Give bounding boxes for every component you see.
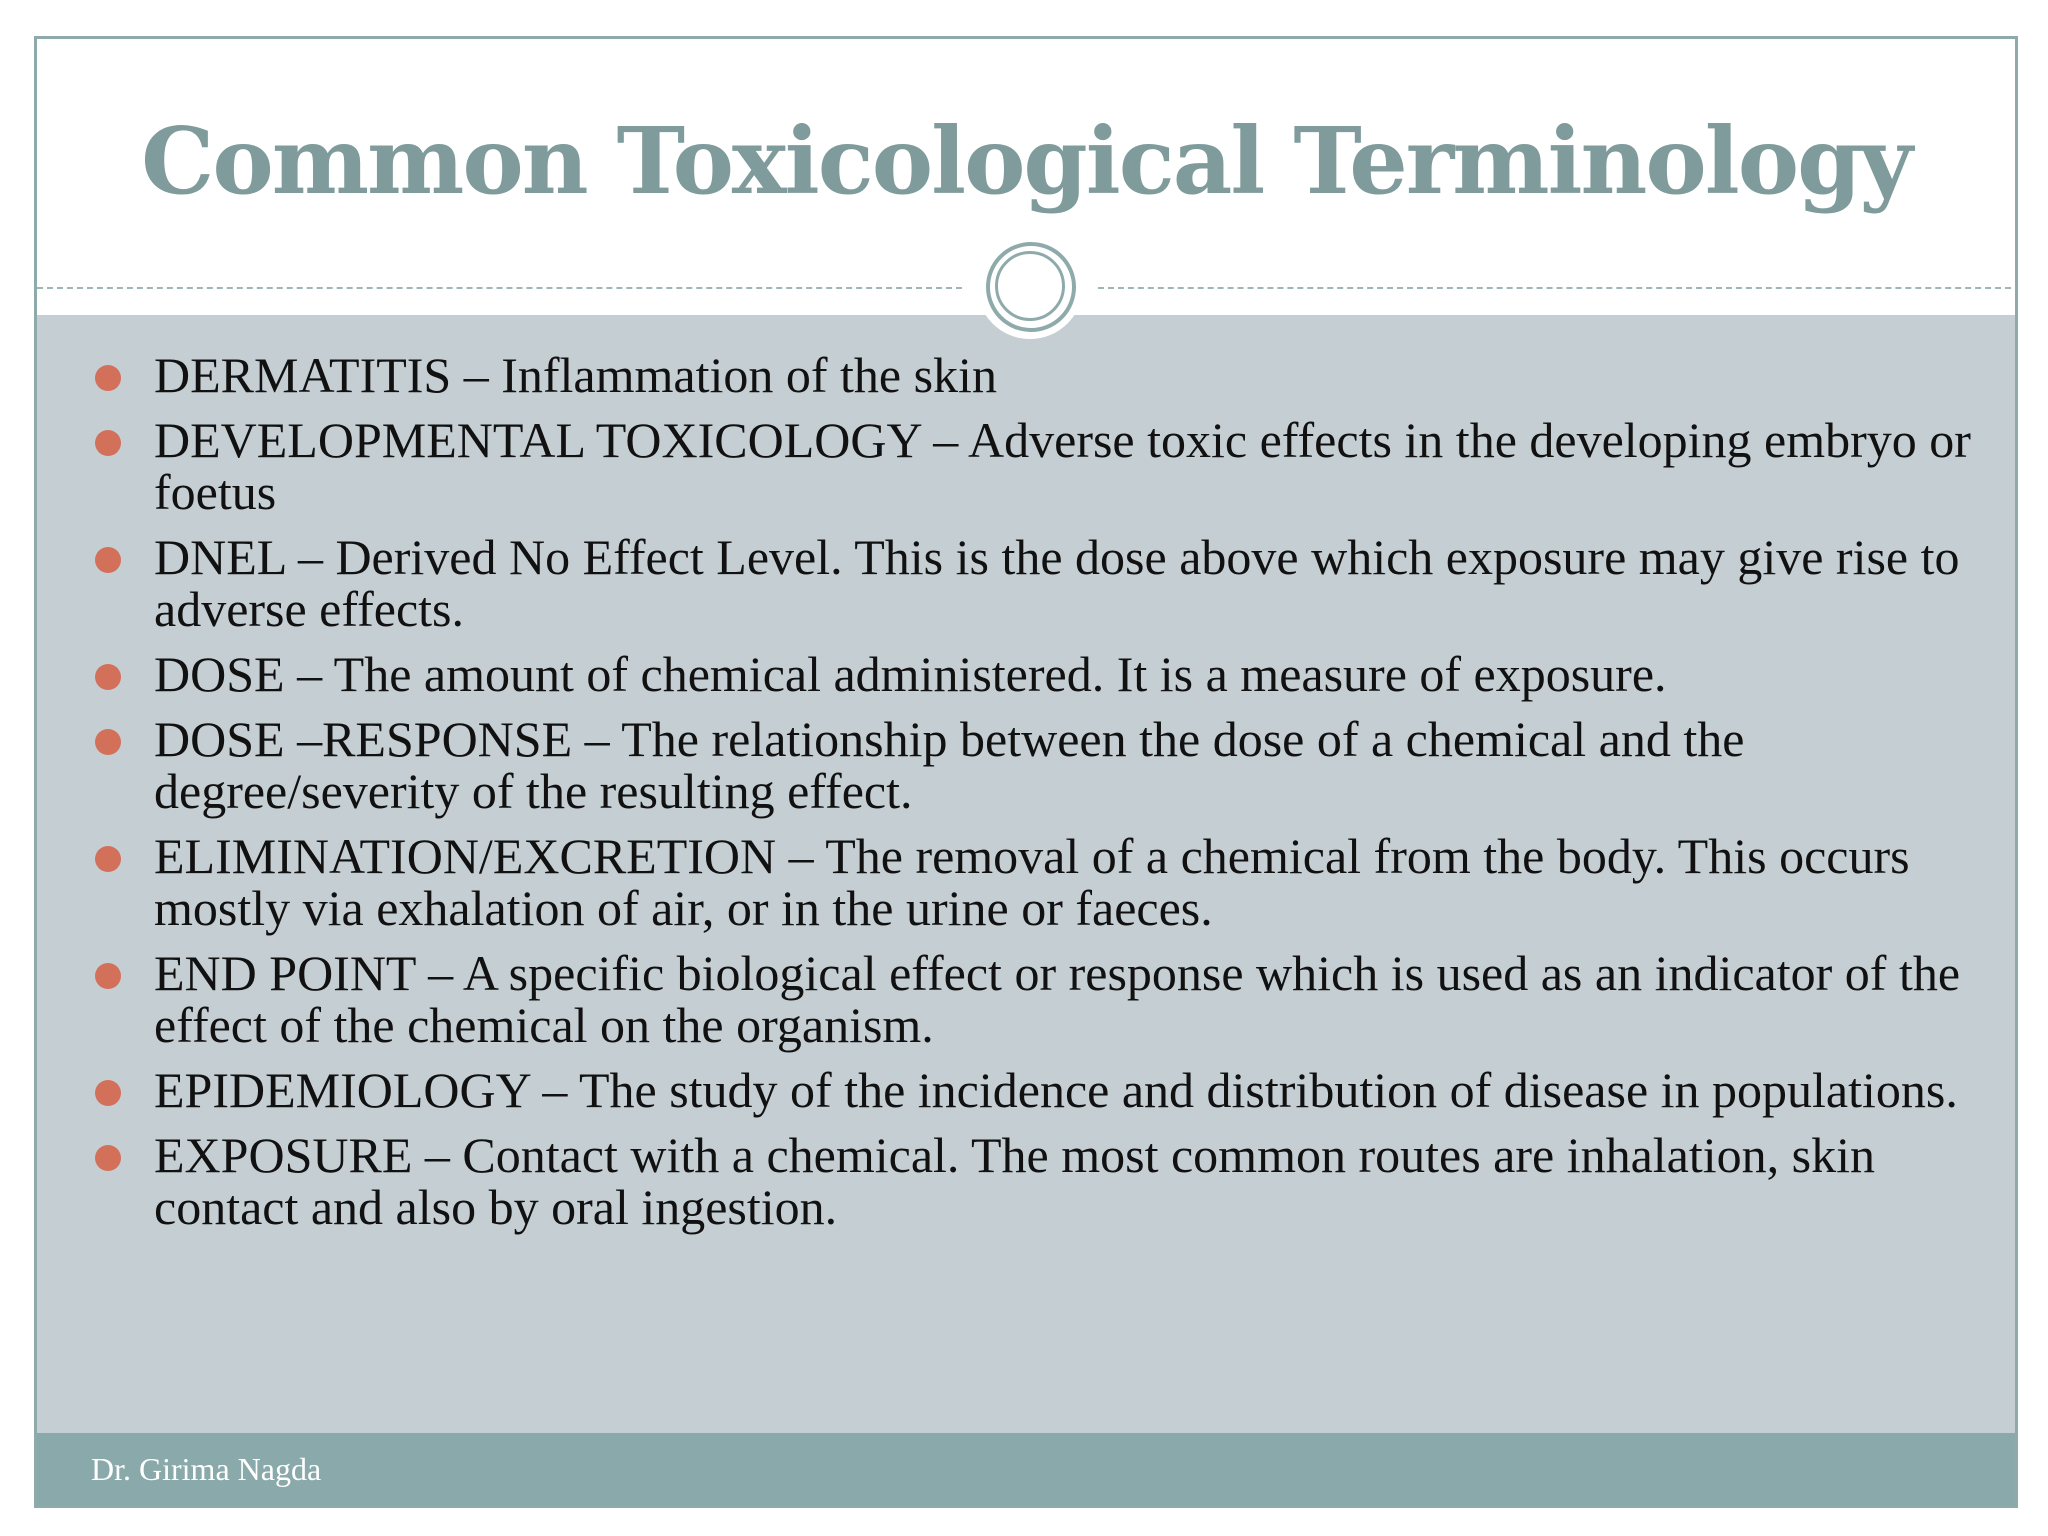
title-divider-right xyxy=(1098,287,2018,289)
term-item xyxy=(37,713,2015,817)
slide xyxy=(34,36,2018,1508)
bullet-icon xyxy=(95,846,121,872)
term-item xyxy=(37,947,2015,1051)
term-list xyxy=(37,349,2015,1246)
content-area xyxy=(37,315,2015,1439)
term-text: DEVELOPMENTAL TOXICOLOGY – Adverse toxic effects in the developing embryo or foetus xyxy=(154,412,1971,520)
term-item xyxy=(37,349,2015,401)
circle-ornament-icon xyxy=(977,233,1083,339)
title-divider-left xyxy=(37,287,962,289)
term-item xyxy=(37,1129,2015,1233)
ornament-inner-ring xyxy=(995,251,1065,321)
term-text: DOSE –RESPONSE – The relationship between the dose of a chemical and the degree/severity of the resulting effect. xyxy=(154,711,1745,819)
bullet-icon xyxy=(95,365,121,391)
term-text: END POINT – A specific biological effect or response which is used as an indicator of the effect of the chemical on the organism. xyxy=(154,945,1961,1053)
bullet-icon xyxy=(95,1145,121,1171)
term-item xyxy=(37,414,2015,518)
term-item xyxy=(37,648,2015,700)
term-text: DERMATITIS – Inflammation of the skin xyxy=(154,347,997,403)
term-item xyxy=(37,531,2015,635)
bullet-icon xyxy=(95,963,121,989)
slide-title: Common Toxicological Terminology xyxy=(141,107,1911,215)
bullet-icon xyxy=(95,729,121,755)
bullet-icon xyxy=(95,1080,121,1106)
term-text: EXPOSURE – Contact with a chemical. The most common routes are inhalation, skin contact and also by oral ingestion. xyxy=(154,1127,1875,1235)
bullet-icon xyxy=(95,430,121,456)
term-text: ELIMINATION/EXCRETION – The removal of a chemical from the body. This occurs mostly via exhalation of air, or in the urine or faeces. xyxy=(154,828,1910,936)
footer-bar xyxy=(37,1433,2015,1505)
term-item xyxy=(37,830,2015,934)
term-text: DNEL – Derived No Effect Level. This is the dose above which exposure may give rise to adverse effects. xyxy=(154,529,1960,637)
footer-author: Dr. Girima Nagda xyxy=(91,1451,322,1487)
bullet-icon xyxy=(95,664,121,690)
term-item xyxy=(37,1064,2015,1116)
bullet-icon xyxy=(95,547,121,573)
term-text: EPIDEMIOLOGY – The study of the incidence and distribution of disease in populations. xyxy=(154,1062,1958,1118)
term-text: DOSE – The amount of chemical administered. It is a measure of exposure. xyxy=(154,646,1667,702)
